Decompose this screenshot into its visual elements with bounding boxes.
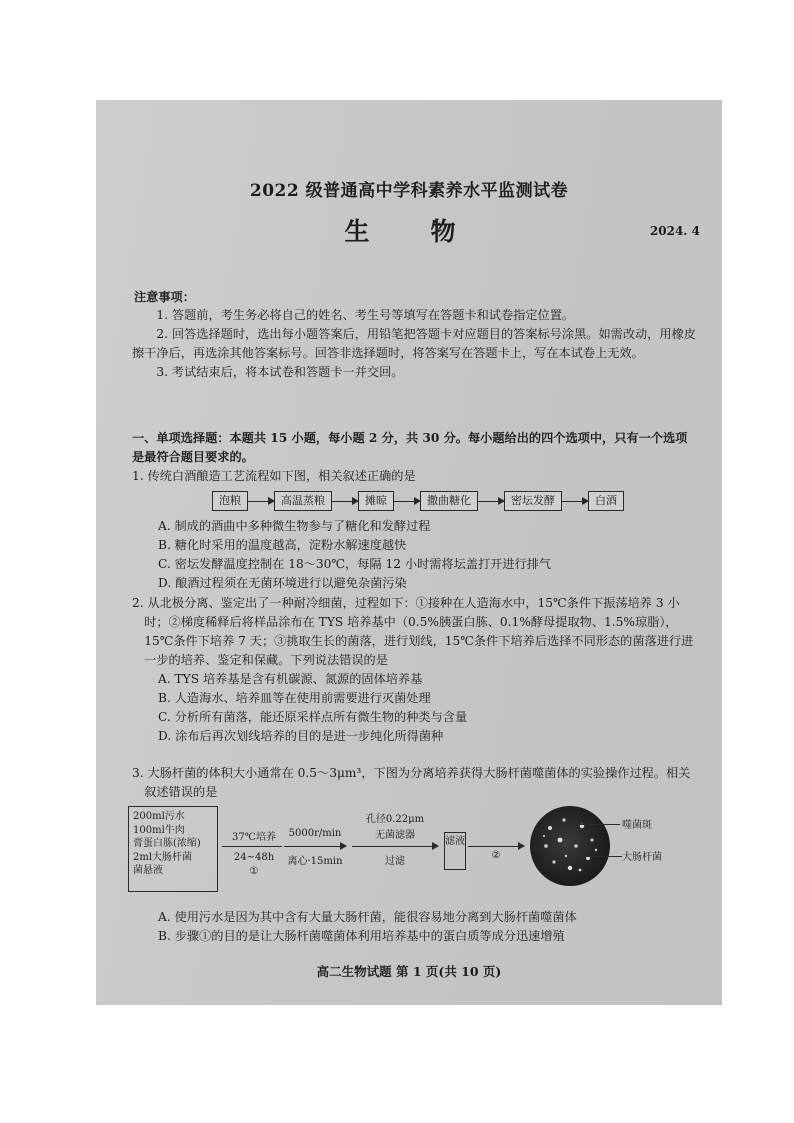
option: B. 糖化时采用的温度越高，淀粉水解速度越快 bbox=[158, 538, 407, 552]
flow-step: 摊晾 bbox=[358, 491, 394, 511]
arrow-icon bbox=[478, 501, 504, 502]
option: B. 人造海水、培养皿等在使用前需要进行灭菌处理 bbox=[158, 691, 431, 705]
mixture-line: 200ml污水 bbox=[133, 811, 185, 822]
mixture-line: 2ml大肠杆菌 bbox=[133, 851, 193, 863]
note-item: 3. 考试结束后，将本试卷和答题卡一并交回。 bbox=[156, 365, 404, 379]
option: C. 分析所有菌落，能还原采样点所有微生物的种类与含量 bbox=[158, 710, 468, 724]
step1-duration: 24~48h bbox=[233, 852, 275, 863]
flow-step: 泡粮 bbox=[212, 491, 248, 511]
notes-heading: 注意事项： bbox=[134, 290, 195, 304]
option: A. 制成的酒曲中多种微生物参与了糖化和发酵过程 bbox=[158, 519, 431, 533]
exam-page-photo bbox=[96, 100, 722, 1005]
step2-duration: 离心·15min bbox=[287, 856, 343, 867]
note-item: 2. 回答选择题时，选出每小题答案后，用铅笔把答题卡对应题目的答案标号涂黑。如需改动，用橡皮擦干净后，再选涂其他答案标号。回答非选择题时，将答案写在答题卡上，写在本试卷上无效。 bbox=[132, 327, 696, 360]
arrow-icon bbox=[352, 846, 438, 847]
option: B. 步骤①的目的是让大肠杆菌噬菌体利用培养基中的蛋白质等成分迅速增殖 bbox=[158, 929, 565, 943]
mixture-line: 100ml牛肉 bbox=[133, 824, 185, 836]
question-3-stem bbox=[132, 764, 698, 802]
subject-title: 生 物 bbox=[344, 217, 474, 246]
question-1-stem bbox=[132, 467, 698, 486]
option: D. 涂布后再次划线培养的目的是进一步纯化所得菌种 bbox=[158, 729, 444, 743]
petri-dish-plaques bbox=[530, 806, 610, 886]
question-stem: 3. 大肠杆菌的体积大小通常在 0.5～3μm³，下图为分离培养获得大肠杆菌噬菌体的实验操作过程。相关叙述错误的是 bbox=[132, 766, 691, 799]
phage-isolation-diagram bbox=[126, 802, 696, 912]
step4-marker: ② bbox=[491, 850, 501, 861]
label-plaque: 噬菌斑 bbox=[622, 820, 652, 831]
mixture-line: 膏蛋白胨(浓缩) bbox=[133, 838, 201, 849]
step3-pore: 孔径0.22μm bbox=[365, 814, 425, 825]
question-3-options bbox=[132, 908, 698, 946]
step3-filter: 无菌滤器 bbox=[375, 830, 415, 841]
label-ecoli: 大肠杆菌 bbox=[622, 852, 662, 863]
flow-step: 高温蒸粮 bbox=[274, 491, 332, 511]
mixture-line: 菌悬液 bbox=[133, 865, 163, 876]
step3-action: 过滤 bbox=[385, 856, 405, 867]
pointer-line bbox=[582, 856, 622, 857]
pointer-line bbox=[574, 824, 620, 825]
plaque-dots bbox=[530, 806, 610, 886]
arrow-icon bbox=[248, 501, 274, 502]
arrow-icon bbox=[562, 501, 588, 502]
question-stem: 2. 从北极分离、鉴定出了一种耐冷细菌，过程如下：①接种在人造海水中，15℃条件下振荡培养 3 小时；②梯度稀释后将样品涂布在 TYS 培养基中（0.5%胰蛋白胨、0.1%酵母提取物、1.5%琼脂），15℃条件下培养 7 天；③挑取生长的菌落，进行划线，15℃条件下培养后选择不同形态的菌落进行进一步的培养、鉴定和保藏。下列说法错误的是 bbox=[132, 596, 694, 667]
exam-title: 2022 级普通高中学科素养水平监测试卷 bbox=[249, 181, 569, 201]
step1-label: 37℃培养 bbox=[232, 832, 276, 843]
section-heading: 一、单项选择题：本题共 15 小题，每小题 2 分，共 30 分。每小题给出的四个选项中，只有一个选项是最符合题目要求的。 bbox=[132, 431, 688, 464]
question-1-options bbox=[132, 517, 698, 593]
note-item: 1. 答题前，考生务必将自己的姓名、考生号等填写在答题卡和试卷指定位置。 bbox=[156, 308, 575, 322]
step1-marker: ① bbox=[249, 866, 259, 877]
arrow-icon bbox=[394, 501, 420, 502]
arrow-icon bbox=[222, 846, 282, 847]
option: A. 使用污水是因为其中含有大量大肠杆菌，能很容易地分离到大肠杆菌噬菌体 bbox=[158, 910, 577, 924]
notes-list bbox=[132, 306, 698, 382]
option: D. 酿酒过程须在无菌环境进行以避免杂菌污染 bbox=[158, 576, 407, 590]
exam-date: 2024. 4 bbox=[649, 224, 700, 238]
flow-step: 白酒 bbox=[588, 491, 624, 511]
arrow-icon bbox=[284, 846, 346, 847]
mixture-box bbox=[128, 806, 218, 892]
flow-step: 撒曲糖化 bbox=[420, 491, 478, 511]
brewing-flowchart bbox=[212, 491, 624, 511]
arrow-icon bbox=[332, 501, 358, 502]
question-stem: 1. 传统白酒酿造工艺流程如下图，相关叙述正确的是 bbox=[132, 469, 416, 483]
exam-paper bbox=[96, 100, 722, 1005]
question-2 bbox=[132, 594, 698, 746]
flow-step: 密坛发酵 bbox=[504, 491, 562, 511]
option: A. TYS 培养基是含有机碳源、氮源的固体培养基 bbox=[158, 672, 423, 686]
page-footer: 高二生物试题 第 1 页(共 10 页) bbox=[316, 964, 502, 979]
filtrate-box: 滤液 bbox=[444, 832, 466, 870]
step2-speed: 5000r/min bbox=[288, 828, 342, 839]
option: C. 密坛发酵温度控制在 18～30℃，每隔 12 小时需将坛盖打开进行排气 bbox=[158, 557, 552, 571]
arrow-icon bbox=[468, 846, 524, 847]
